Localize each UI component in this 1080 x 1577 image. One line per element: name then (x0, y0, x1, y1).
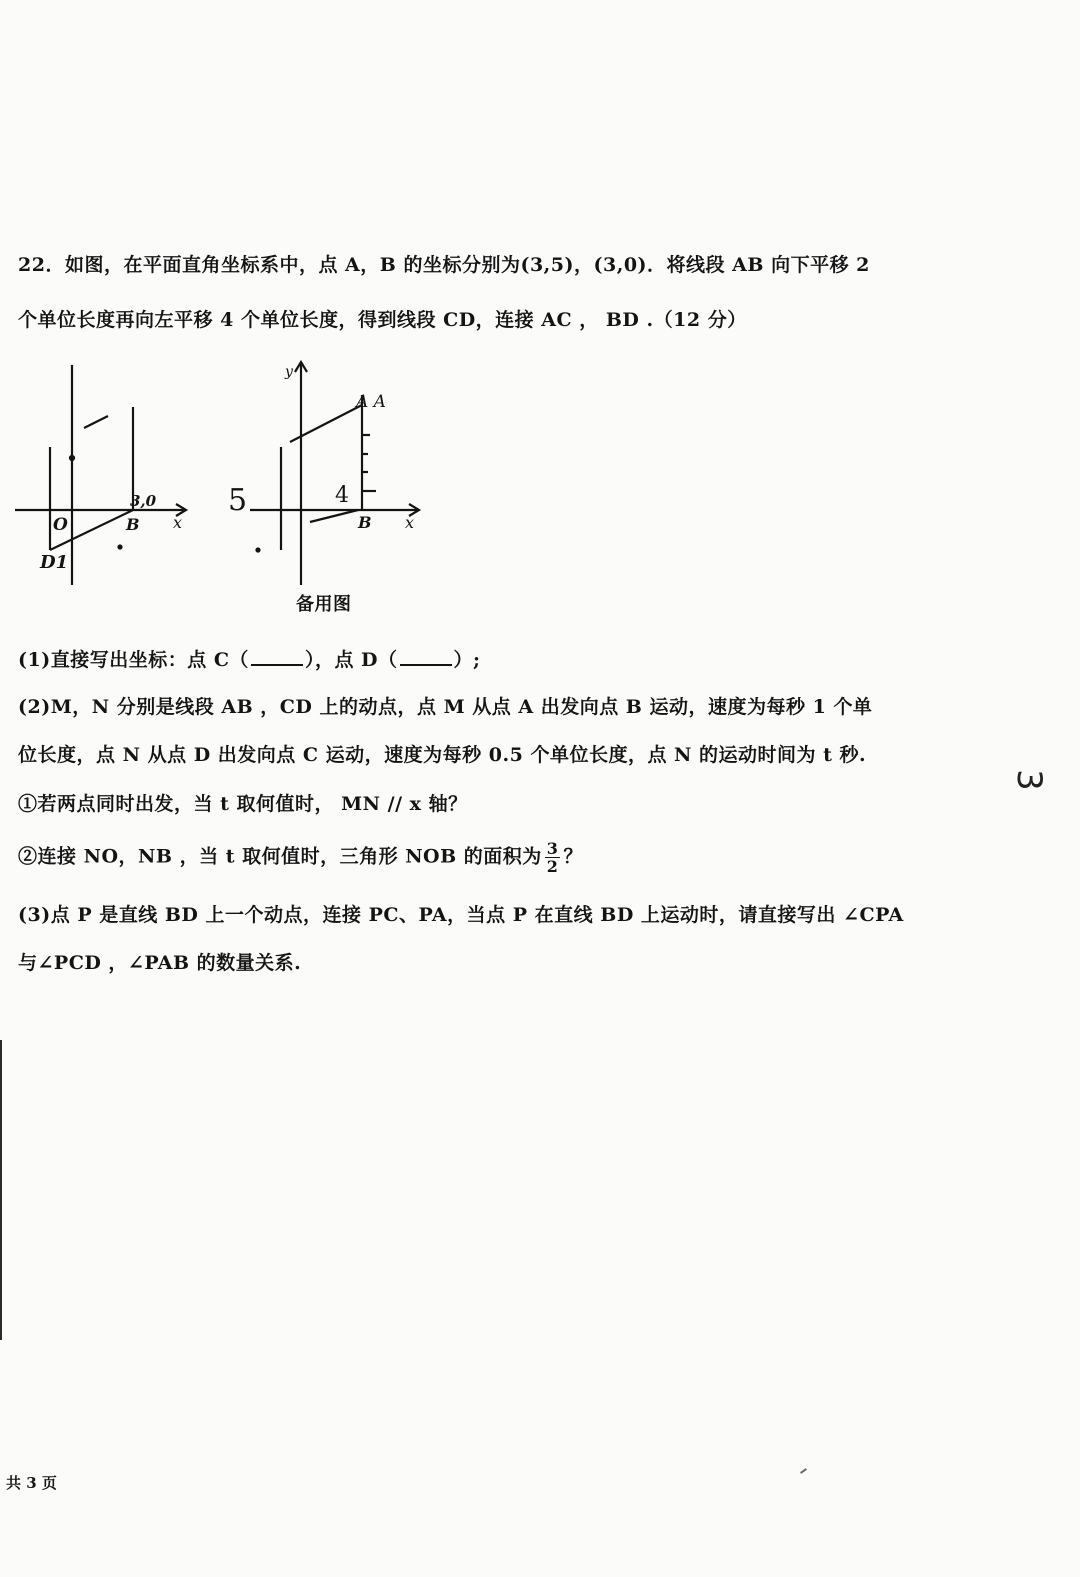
part-2-line-2: 位长度，点 N 从点 D 出发向点 C 运动，速度为每秒 0.5 个单位长度，点 N 的运动时间为 t 秒. (18, 744, 867, 766)
part-2-line-1: (2)M，N 分别是线段 AB ，CD 上的动点，点 M 从点 A 出发向点 B 运动，速度为每秒 1 个单 (18, 696, 873, 718)
figures (0, 350, 440, 620)
answer-blank-c[interactable] (251, 648, 303, 666)
fig2-bd-segment (310, 510, 358, 522)
fig2-a-handwritten: A A (356, 392, 386, 412)
page-side-mark: 3 (1008, 769, 1049, 791)
part-1-text-c: ）; (453, 649, 481, 671)
fig2-dot (257, 549, 260, 552)
question-line-2: 个单位长度再向左平移 4 个单位长度，得到线段 CD，连接 AC ， BD .（12 分） (18, 309, 747, 331)
fig1-b-handwritten: 3,0 (130, 492, 157, 510)
fig2-b-label: B (358, 513, 372, 532)
figure-2 (250, 362, 419, 585)
fig1-x-label: x (173, 513, 183, 532)
fig1-dot (70, 456, 74, 460)
part-1-text-b: ），点 D（ (304, 649, 398, 671)
fig1-origin-label: O (53, 515, 68, 535)
part-1-text-a: (1)直接写出坐标：点 C（ (18, 649, 249, 671)
part-2-sub-1: ①若两点同时出发，当 t 取何值时， MN // x 轴？ (18, 793, 468, 815)
page-footer: 共 3 页 (6, 1474, 57, 1492)
fig1-b-label: B (126, 515, 140, 534)
figure-caption: 备用图 (296, 594, 352, 615)
part-1 (18, 645, 481, 672)
fig1-d-handwritten: D1 (40, 552, 69, 573)
answer-blank-d[interactable] (400, 648, 452, 666)
fig2-y-label: y (285, 364, 293, 380)
part-2-sub-2 (18, 840, 583, 875)
fig2-hand-4: 4 (335, 483, 349, 508)
fraction-denominator: 2 (546, 857, 559, 876)
fig1-dot-2 (119, 546, 122, 549)
fig2-hand-5: 5 (228, 483, 248, 518)
question-line-1: 22．如图，在平面直角坐标系中，点 A，B 的坐标分别为(3,5)，(3,0)．将线段 AB 向下平移 2 (18, 254, 870, 276)
fraction-three-halves (545, 840, 561, 875)
part-2-sub-2-end: ？ (563, 845, 583, 868)
fig2-x-label: x (405, 513, 415, 532)
fig1-ac-segment (84, 416, 108, 428)
part-2-sub-2-text: ②连接 NO，NB ，当 t 取何值时，三角形 NOB 的面积为 (18, 845, 542, 868)
scan-speck (800, 1468, 807, 1474)
part-3-line-2: 与∠PCD ，∠PAB 的数量关系. (18, 952, 302, 974)
fraction-numerator: 3 (546, 839, 559, 858)
part-3-line-1: (3)点 P 是直线 BD 上一个动点，连接 PC、PA，当点 P 在直线 BD 上运动时，请直接写出 ∠CPA (18, 904, 904, 926)
scan-edge (0, 1040, 2, 1340)
